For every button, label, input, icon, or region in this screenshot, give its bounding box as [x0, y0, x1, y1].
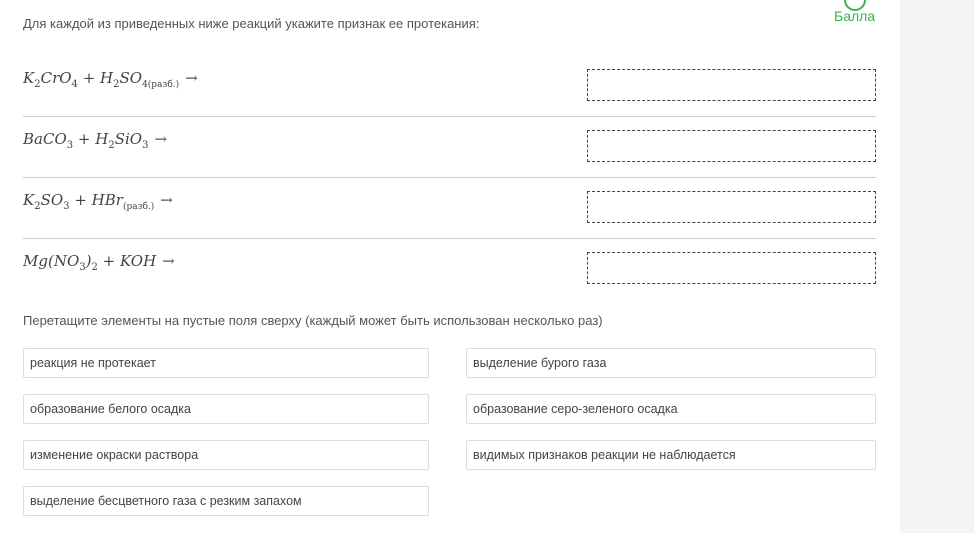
draggable-option[interactable]: образование белого осадка — [23, 394, 429, 424]
reaction-formula — [23, 69, 198, 90]
formula-text: CrO — [40, 69, 72, 87]
draggable-option[interactable]: изменение окраски раствора — [23, 440, 429, 470]
formula-subscript: 2 — [91, 262, 98, 273]
formula-text: + KOH — [97, 252, 157, 270]
formula-text: Mg(NO — [23, 252, 80, 270]
formula-subscript: 3 — [63, 201, 70, 212]
drag-hint: Перетащите элементы на пустые поля сверху (каждый может быть использован несколько раз) — [23, 313, 603, 328]
right-sidebar-strip — [900, 0, 974, 533]
formula-text: ) — [85, 252, 92, 270]
formula-subscript: 4 — [71, 79, 78, 90]
reaction-row — [23, 56, 876, 117]
draggable-option[interactable]: выделение бурого газа — [466, 348, 876, 378]
score-label: Балла — [834, 8, 876, 24]
reaction-row — [23, 178, 876, 239]
reaction-arrow: → — [160, 191, 173, 209]
answer-drop-zone[interactable] — [587, 69, 876, 101]
formula-text: K — [23, 69, 35, 87]
formula-text: + H — [73, 130, 109, 148]
question-instruction: Для каждой из приведенных ниже реакций укажите признак ее протекания: — [23, 16, 480, 31]
reaction-arrow: → — [162, 252, 175, 270]
formula-text: + HBr — [69, 191, 123, 209]
reaction-arrow: → — [185, 69, 198, 87]
draggable-option[interactable]: выделение бесцветного газа с резким запахом — [23, 486, 429, 516]
reaction-formula — [23, 252, 175, 273]
answer-drop-zone[interactable] — [587, 252, 876, 284]
formula-subscript: 3 — [142, 140, 149, 151]
formula-subscript: 2 — [34, 201, 41, 212]
formula-text: K — [23, 191, 35, 209]
reaction-row — [23, 117, 876, 178]
formula-text: + H — [77, 69, 114, 87]
reaction-arrow: → — [154, 130, 168, 148]
formula-subscript: 2 — [113, 79, 120, 90]
draggable-option[interactable]: реакция не протекает — [23, 348, 429, 378]
reaction-formula — [23, 191, 173, 212]
draggable-option[interactable]: видимых признаков реакции не наблюдается — [466, 440, 876, 470]
formula-text: BaCO — [23, 130, 67, 148]
reaction-formula — [23, 130, 167, 151]
draggable-option[interactable]: образование серо-зеленого осадка — [466, 394, 876, 424]
formula-subscript: 4(разб.) — [142, 80, 180, 90]
formula-text: SiO — [114, 130, 143, 148]
formula-text: SO — [119, 69, 143, 87]
formula-subscript: (разб.) — [122, 202, 155, 212]
formula-subscript: 3 — [79, 262, 86, 273]
reaction-row — [23, 239, 876, 299]
formula-subscript: 2 — [108, 140, 115, 151]
formula-subscript: 3 — [66, 140, 74, 151]
formula-subscript: 2 — [34, 79, 41, 90]
formula-text: SO — [40, 191, 64, 209]
answer-drop-zone[interactable] — [587, 130, 876, 162]
answer-drop-zone[interactable] — [587, 191, 876, 223]
